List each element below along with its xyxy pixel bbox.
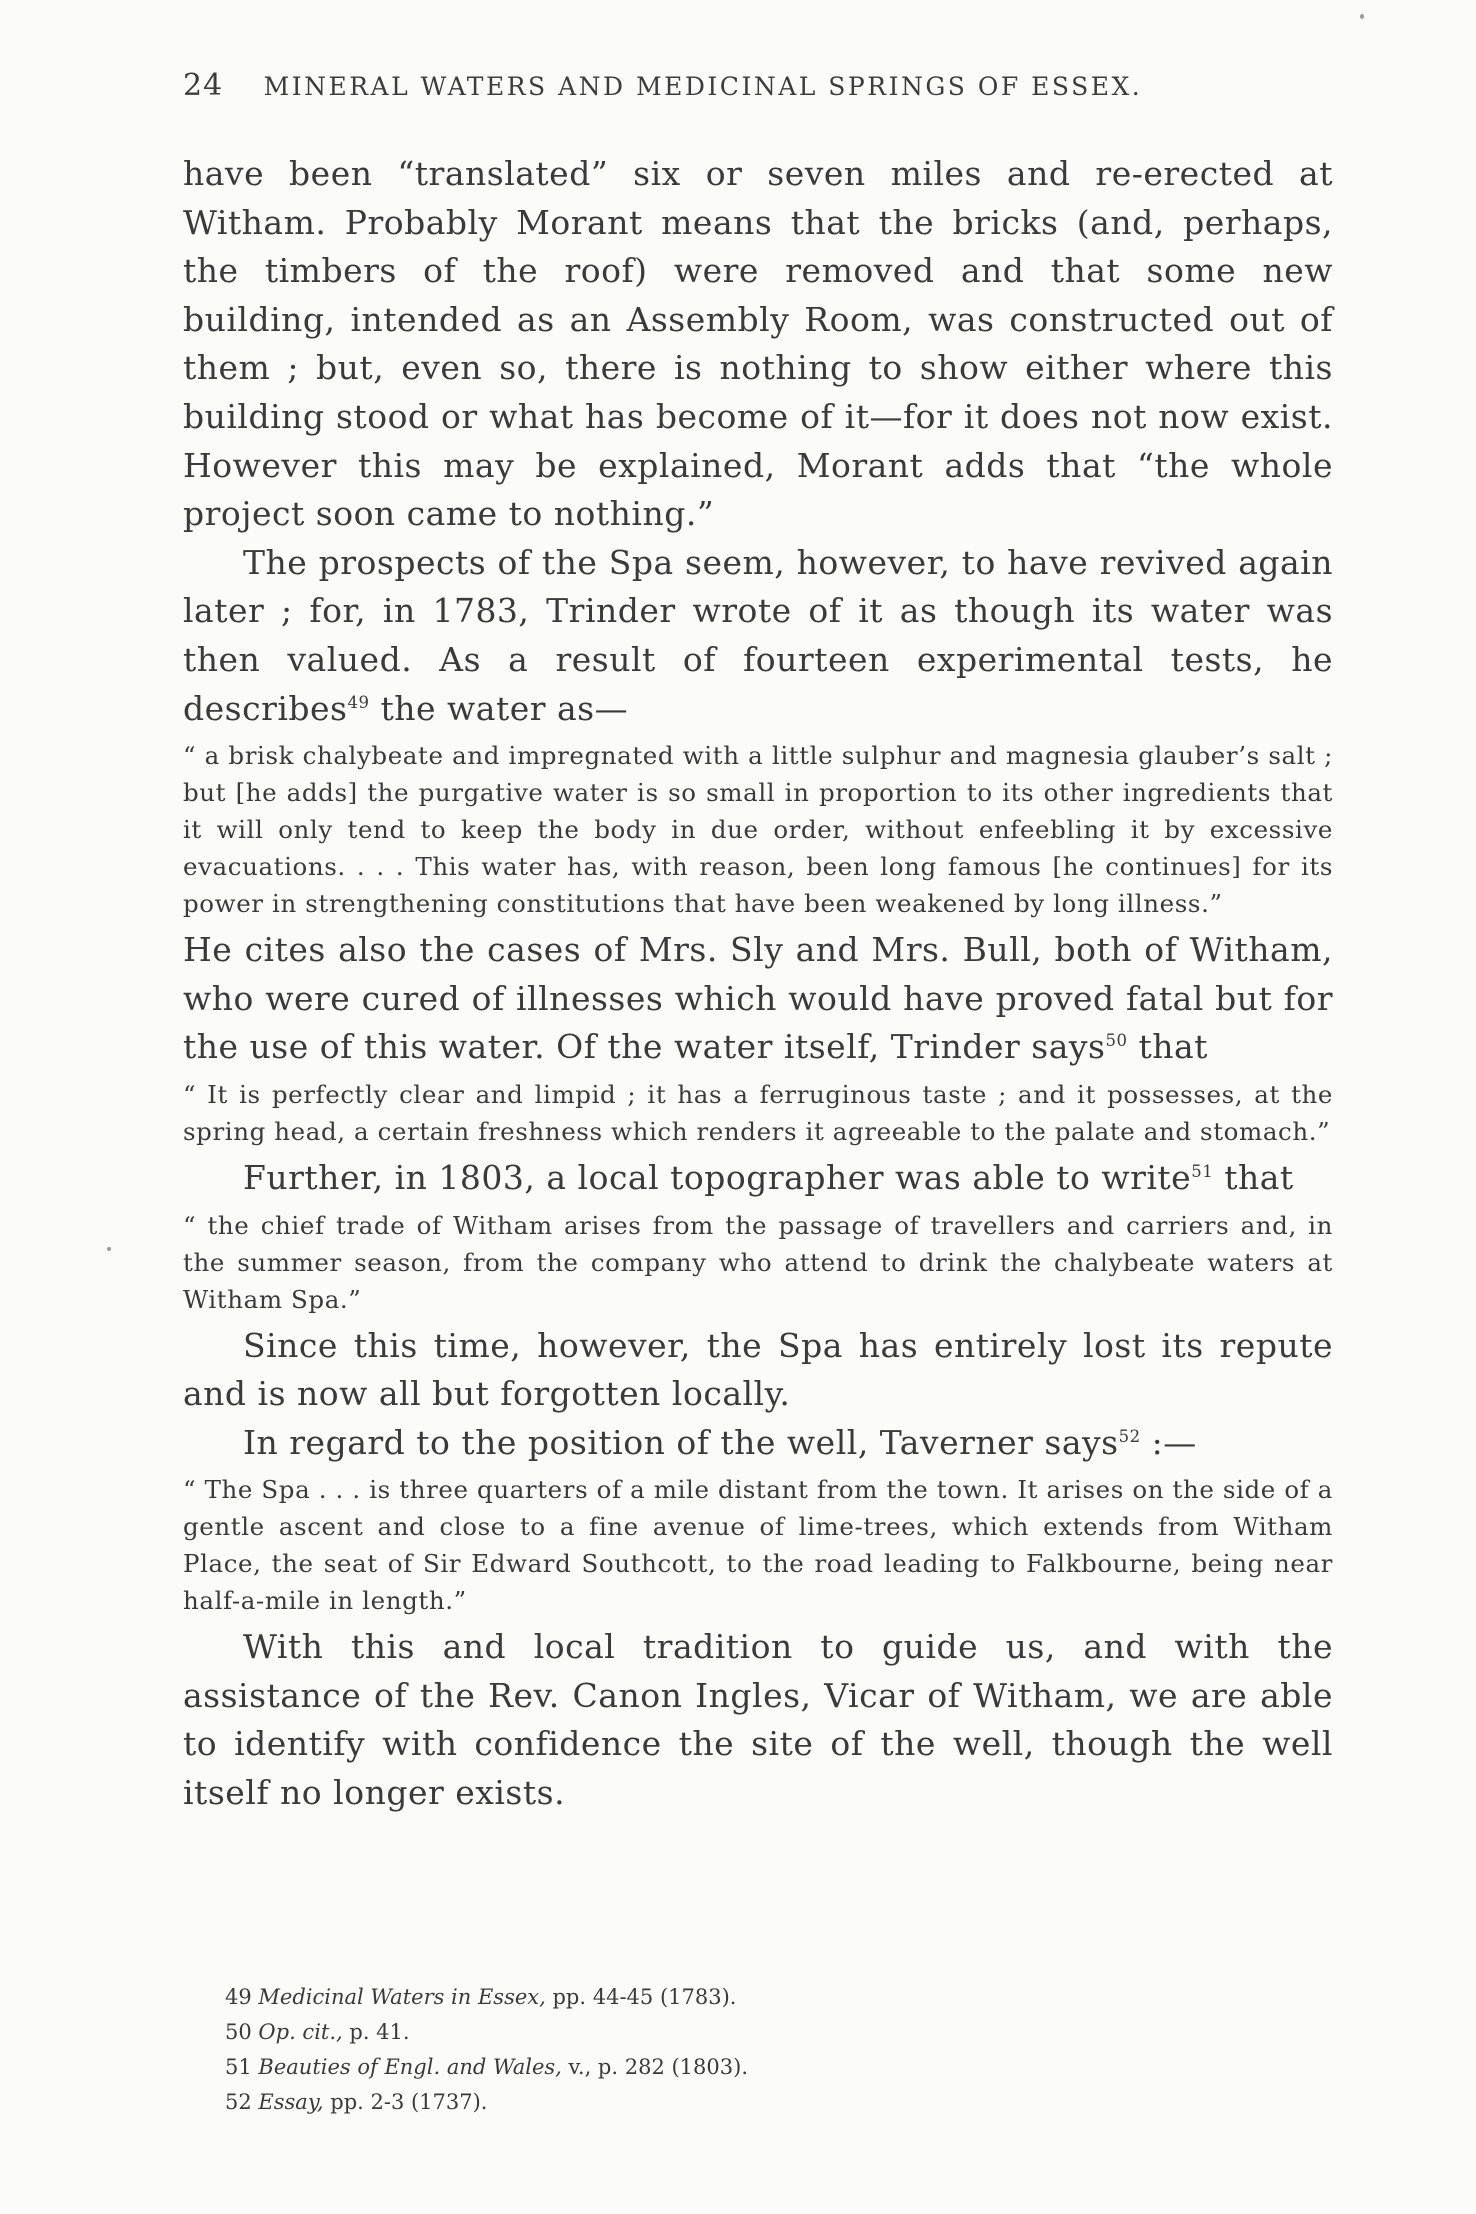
paragraph-text: He cites also the cases of Mrs. Sly and Mrs. Bull, both of Witham, who were cured of illnesses which would have proved fatal but for the use of this water. Of the water itself, Trinder says: [183, 930, 1333, 1067]
footnote-number: 50: [225, 2020, 252, 2044]
footnote-title: Essay,: [258, 2090, 324, 2114]
paragraph-continued: [183, 150, 1333, 539]
footnote-ref: 51: [1191, 1161, 1214, 1181]
paragraph-conclusion: With this and local tradition to guide us, and with the assistance of the Rev. Canon Ingles, Vicar of Witham, we are able to identify with confidence the site of the well, though the well itself no longer exists.: [183, 1627, 1333, 1813]
footnote-50: [225, 2015, 1125, 2050]
footnote-detail: v., p. 282 (1803).: [561, 2055, 748, 2079]
paragraph-repute: Since this time, however, the Spa has entirely lost its repute and is now all but forgotten locally.: [183, 1325, 1333, 1414]
paragraph-text: that: [1127, 1027, 1208, 1067]
paragraph-text: Further, in 1803, a local topographer was able to write: [243, 1157, 1192, 1197]
footnote-title: Medicinal Waters in Essex,: [258, 1985, 546, 2009]
paragraph-cases: [183, 926, 1333, 1072]
block-quote: “ The Spa . . . is three quarters of a mile distant from the town. It arises on the side of a gentle ascent and close to a fine avenue of lime-trees, which extends from Witham Place, the seat of Sir Edward Southcott, to the road leading to Falkbourne, being near half-a-mile in length.”: [183, 1475, 1333, 1616]
paragraph-text: that: [1213, 1157, 1294, 1197]
footnote-number: 49: [225, 1985, 252, 2009]
paragraph-text: In regard to the position of the well, Taverner says: [243, 1422, 1119, 1462]
paragraph-trinder: [183, 539, 1333, 733]
page-number: 24: [183, 68, 224, 103]
footnote-detail: p. 41.: [342, 2020, 410, 2044]
paragraph-position: [183, 1419, 1333, 1468]
scan-speck: [107, 1247, 111, 1251]
running-header: [183, 68, 1283, 103]
footnote-ref: 52: [1118, 1426, 1141, 1446]
footnote-ref: 49: [347, 692, 370, 712]
block-quote: “ a brisk chalybeate and impregnated with a little sulphur and magnesia glauber’s salt ; but [he adds] the purgative water is so small in proportion to its other ingredients that it will only tend to keep the body in due order, without enfeebling it by excessive evacuations. . . . This water has, with reason, been long famous [he continues] for its power in strengthening constitutions that have been weakened by long illness.”: [183, 741, 1333, 919]
footnote-52: [225, 2085, 1125, 2120]
paragraph-topographer: [183, 1154, 1333, 1203]
footnote-title: Op. cit.,: [258, 2020, 343, 2044]
footnotes: [225, 1980, 1125, 2120]
footnote-number: 52: [225, 2090, 252, 2114]
paragraph-text: :—: [1140, 1422, 1197, 1462]
running-title: MINERAL WATERS AND MEDICINAL SPRINGS OF ESSEX.: [263, 72, 1143, 101]
paragraph-text: have been “translated” six or seven miles and re-erected at Witham. Probably Morant means that the bricks (and, perhaps, the timbers of the roof) were removed and that some new building, intended as an Assembly Room, was constructed out of them ; but, even so, there is nothing to show either where this building stood or what has become of it—for it does not now exist. However this may be explained, Morant adds that “the whole project soon came to nothing.”: [183, 154, 1333, 534]
block-quote: “ It is perfectly clear and limpid ; it has a ferruginous taste ; and it possesses, at the spring head, a certain freshness which renders it agreeable to the palate and stomach.”: [183, 1079, 1333, 1146]
footnote-number: 51: [225, 2055, 252, 2079]
page-body: [183, 150, 1333, 1818]
paragraph-text: the water as—: [369, 688, 629, 728]
footnote-49: [225, 1980, 1125, 2015]
footnote-title: Beauties of Engl. and Wales,: [258, 2055, 562, 2079]
footnote-51: [225, 2050, 1125, 2085]
scan-speck: [1360, 14, 1364, 19]
footnote-detail: pp. 44-45 (1783).: [545, 1985, 737, 2009]
paragraph-text: The prospects of the Spa seem, however, to have revived again later ; for, in 1783, Trinder wrote of it as though its water was then valued. As a result of fourteen experimental tests, he describes: [183, 542, 1333, 728]
footnote-detail: pp. 2-3 (1737).: [323, 2090, 488, 2114]
block-quote: “ the chief trade of Witham arises from the passage of travellers and carriers and, in the summer season, from the company who attend to drink the chalybeate waters at Witham Spa.”: [183, 1210, 1333, 1314]
footnote-ref: 50: [1105, 1031, 1128, 1051]
